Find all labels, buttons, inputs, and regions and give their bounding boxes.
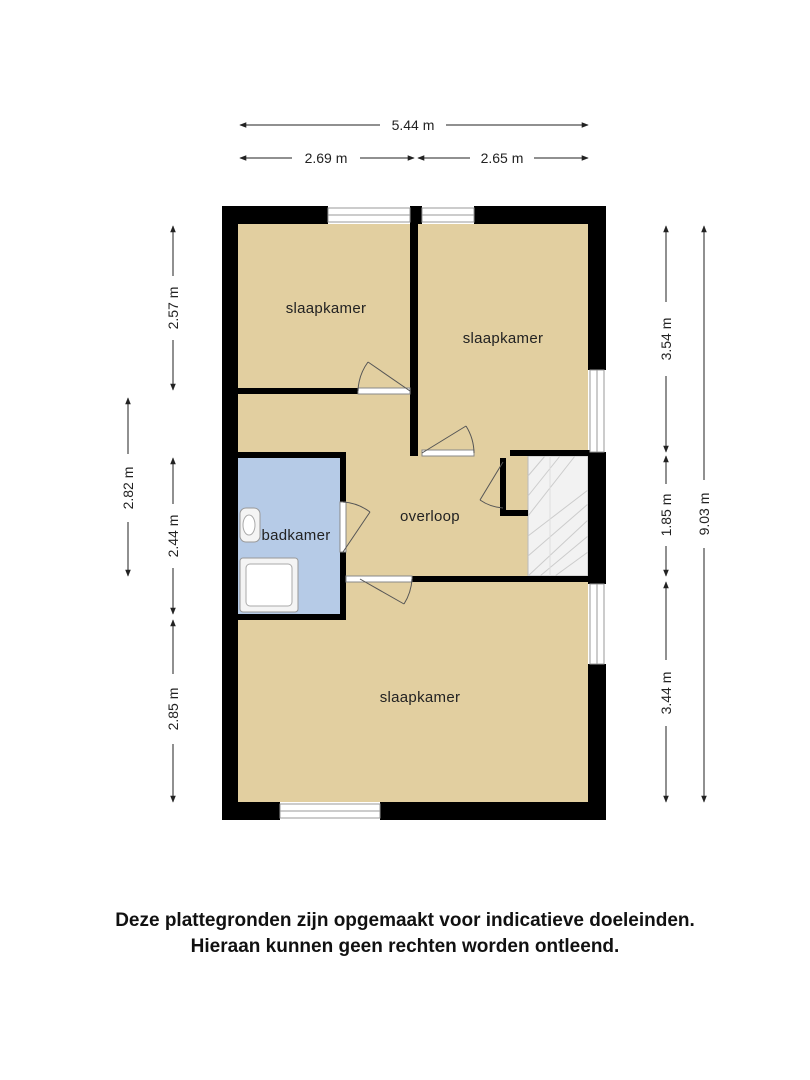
disclaimer-line-1: Deze plattegronden zijn opgemaakt voor indicatieve doeleinden. <box>115 910 695 931</box>
disclaimer-line-2: Hieraan kunnen geen rechten worden ontleend. <box>190 936 620 957</box>
room-label-bathroom: badkamer <box>261 527 331 544</box>
room-label-bedroom-top-left: slaapkamer <box>285 300 367 317</box>
dim-right-upper: 3.54 m <box>658 317 674 361</box>
disclaimer <box>0 908 810 960</box>
staircase <box>528 456 588 576</box>
dim-top-left: 2.69 m <box>304 150 348 166</box>
dim-right-lower: 3.44 m <box>658 671 674 715</box>
dim-top-right: 2.65 m <box>480 150 524 166</box>
dim-top-total: 5.44 m <box>391 117 435 133</box>
room-label-bedroom-top-right: slaapkamer <box>462 330 544 347</box>
dim-right-total: 9.03 m <box>696 492 712 536</box>
room-label-bedroom-bottom: slaapkamer <box>379 689 461 706</box>
dim-left-outer: 2.82 m <box>120 466 136 510</box>
dim-left-middle: 2.44 m <box>165 514 181 558</box>
dim-right-middle: 1.85 m <box>658 493 674 537</box>
dim-left-lower: 2.85 m <box>165 687 181 731</box>
room-label-landing: overloop <box>400 508 460 525</box>
dim-left-upper: 2.57 m <box>165 286 181 330</box>
